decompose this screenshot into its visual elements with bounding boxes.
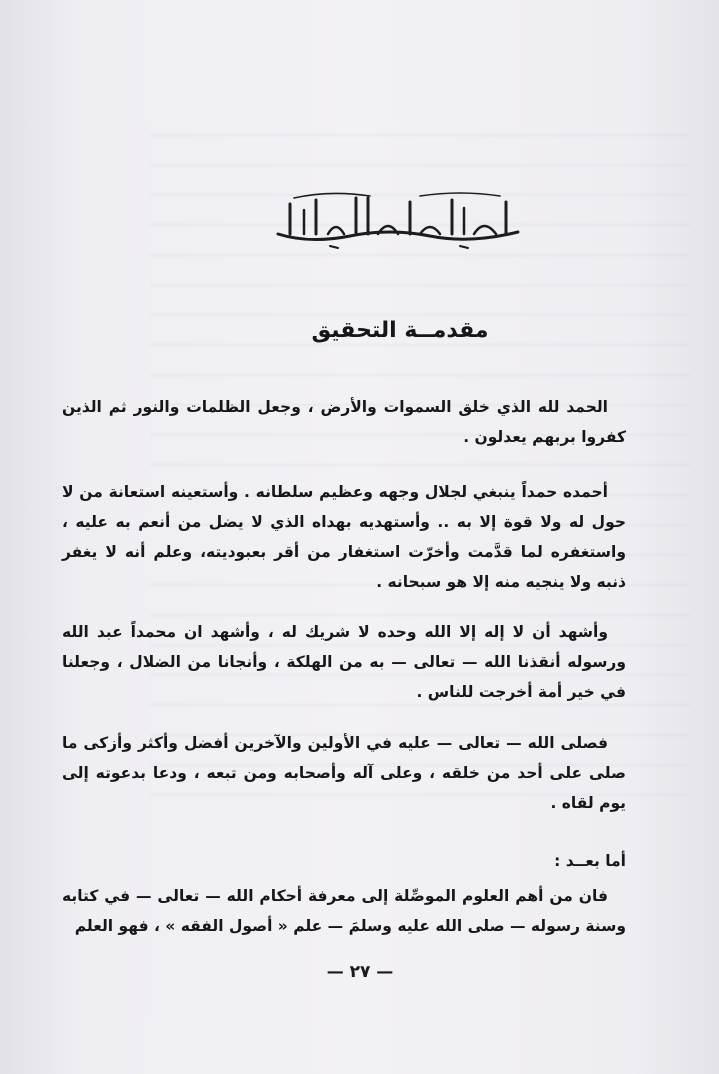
basmala-calligraphy <box>270 190 526 252</box>
page-heading: مقدمــة التحقيق <box>311 318 489 343</box>
paragraph-1: الحمد لله الذي خلق السموات والأرض ، وجعل الظلمات والنور ثم الذين كفروا بربهم يعدلون . <box>62 398 626 446</box>
paragraph-6: فان من أهم العلوم الموصِّلة إلى معرفة أحكام الله — تعالى — في كتابه وسنة رسوله — صلى الله عليه وسلمَ — علم « أصول الفقه » ، فهو العلم <box>62 887 626 935</box>
paragraph-3: وأشهد أن لا إله إلا الله وحده لا شريك له ، وأشهد ان محمداً عبد الله ورسوله أنقذنا الله — تعالى — به من الهلكة ، وأنجانا من الضلال ، وجعلنا في خير أمة أخرجت للناس . <box>62 623 626 701</box>
paragraph-2: أحمده حمداً ينبغي لجلال وجهه وعظيم سلطانه . وأستعينه استعانة من لا حول له ولا قوة إلا به .. وأستهديه بهداه الذي لا يضل من أنعم به عليه ، واستغفره لما قدَّمت وأخرّت استغفار من أقر بعبوديته، وعلم أنه لا يغفر ذنبه ولا ينجيه منه إلا هو سبحانه . <box>62 483 626 591</box>
paragraph-4: فصلى الله — تعالى — عليه في الأولين والآخرين أفضل وأكثر وأزكى ما صلى على أحد من خلقه ، وعلى آله وأصحابه ومن تبعه ، ودعا بدعوته إلى يوم لقاه . <box>62 734 626 812</box>
paragraph-5: أما بعــد : <box>554 852 626 870</box>
page-number: — ٢٧ — <box>326 962 394 982</box>
